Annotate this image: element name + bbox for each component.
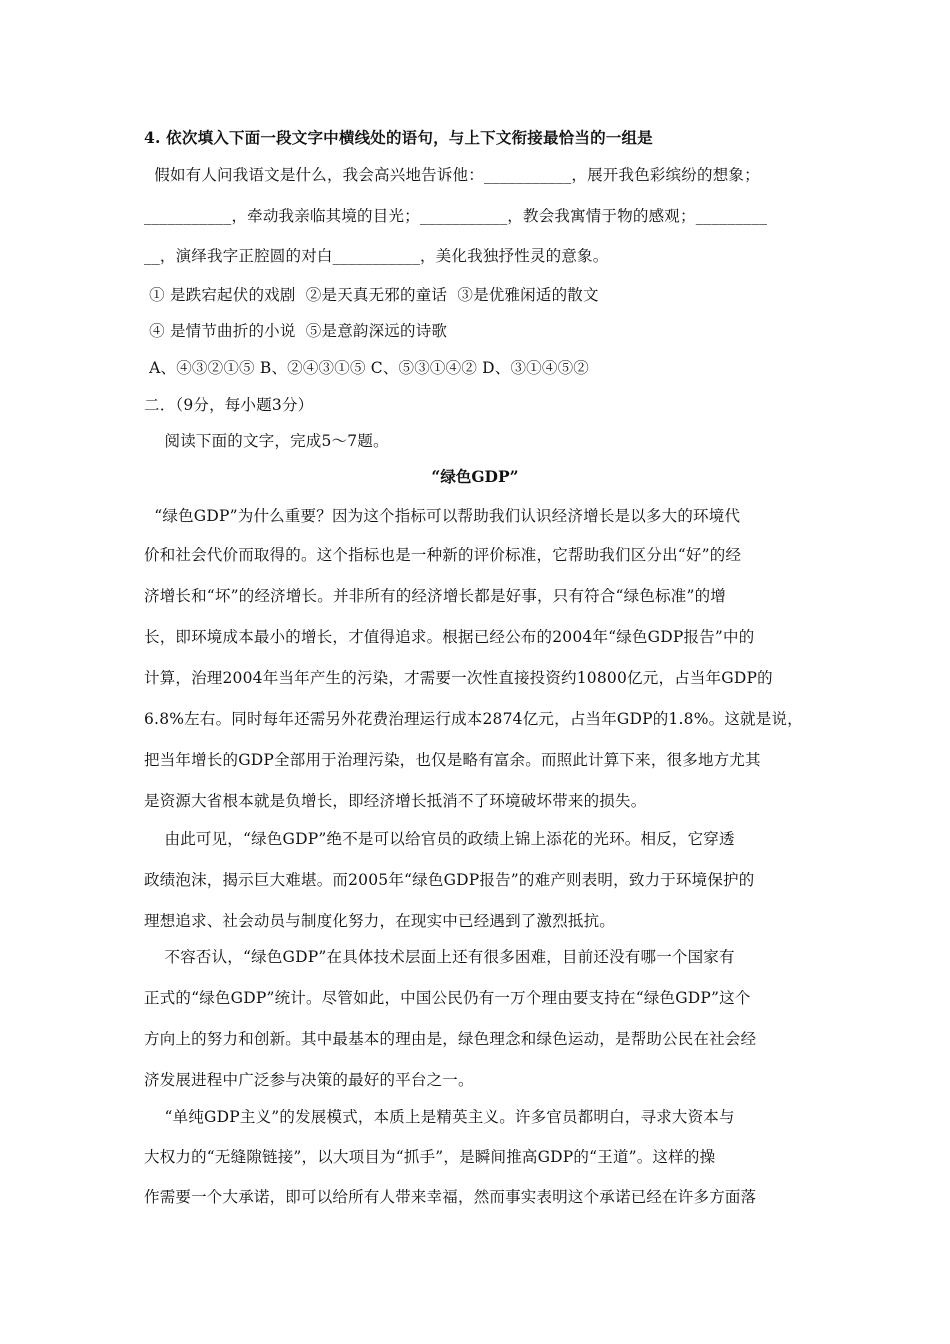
article-line: 价和社会代价而取得的。这个指标也是一种新的评价标准，它帮助我们区分出“好”的经 [144,546,742,564]
article-line: 正式的“绿色GDP”统计。尽管如此，中国公民仍有一万个理由要支持在“绿色GDP”这个 [144,989,751,1007]
passage-line-1: 假如有人问我语文是什么，我会高兴地告诉他：___________，展开我色彩缤纷的想象； [144,166,760,184]
section-2-heading: 二．（9分，每小题3分） [144,396,314,414]
article-line: 政绩泡沫，揭示巨大难堪。而2005年“绿色GDP报告”的难产则表明，致力于环境保护的 [144,871,755,889]
article-line: 济增长和“坏”的经济增长。并非所有的经济增长都是好事，只有符合“绿色标准”的增 [144,587,726,605]
article-line: 是资源大省根本就是负增长，即经济增长抵消不了环境破坏带来的损失。 [144,792,647,810]
article-line: 长，即环境成本最小的增长，才值得追求。根据已经公布的2004年“绿色GDP报告”中的 [144,628,755,646]
article-line: 大权力的“无缝隙链接”，以大项目为“抓手”，是瞬间推高GDP的“王道”。这样的操 [144,1148,716,1166]
article-title: “绿色GDP” [431,467,519,486]
article-line: “绿色GDP”为什么重要？因为这个指标可以帮助我们认识经济增长是以多大的环境代 [144,507,741,525]
passage-line-3: __，演绎我字正腔圆的对白___________，美化我独抒性灵的意象。 [144,247,609,265]
option-line-1: ① 是跌宕起伏的戏剧 ②是天真无邪的童话 ③是优雅闲适的散文 [144,286,599,304]
article-line: 方向上的努力和创新。其中最基本的理由是，绿色理念和绿色运动，是帮助公民在社会经 [144,1030,757,1048]
reading-instruction: 阅读下面的文字，完成5～7题。 [144,432,389,450]
article-line: 把当年增长的GDP全部用于治理污染，也仅是略有富余。而照此计算下来，很多地方尤其 [144,751,761,769]
question-4-stem: 4. 依次填入下面一段文字中横线处的语句，与上下文衔接最恰当的一组是 [144,128,653,147]
option-line-2: ④ 是情节曲折的小说 ⑤是意韵深远的诗歌 [144,322,448,340]
article-line: 计算，治理2004年当年产生的污染，才需要一次性直接投资约10800亿元，占当年GDP的 [144,669,773,687]
article-line: 由此可见，“绿色GDP”绝不是可以给官员的政绩上锦上添花的光环。相反，它穿透 [144,830,735,848]
passage-line-2: ___________，牵动我亲临其境的目光；___________，教会我寓情于物的感观；_________ [144,207,768,225]
article-line: 6.8%左右。同时每年还需另外花费治理运行成本2874亿元，占当年GDP的1.8%。这就是说， [144,710,803,728]
answer-choices: A、④③②①⑤ B、②④③①⑤ C、⑤③①④② D、③①④⑤② [144,359,589,377]
article-line: 理想追求、社会动员与制度化努力，在现实中已经遇到了激烈抵抗。 [144,912,616,930]
article-line: 济发展进程中广泛参与决策的最好的平台之一。 [144,1071,474,1089]
article-line: “单纯GDP主义”的发展模式，本质上是精英主义。许多官员都明白，寻求大资本与 [144,1108,735,1126]
article-line: 作需要一个大承诺，即可以给所有人带来幸福，然而事实表明这个承诺已经在许多方面落 [144,1188,757,1206]
article-line: 不容否认，“绿色GDP”在具体技术层面上还有很多困难，目前还没有哪一个国家有 [144,948,735,966]
